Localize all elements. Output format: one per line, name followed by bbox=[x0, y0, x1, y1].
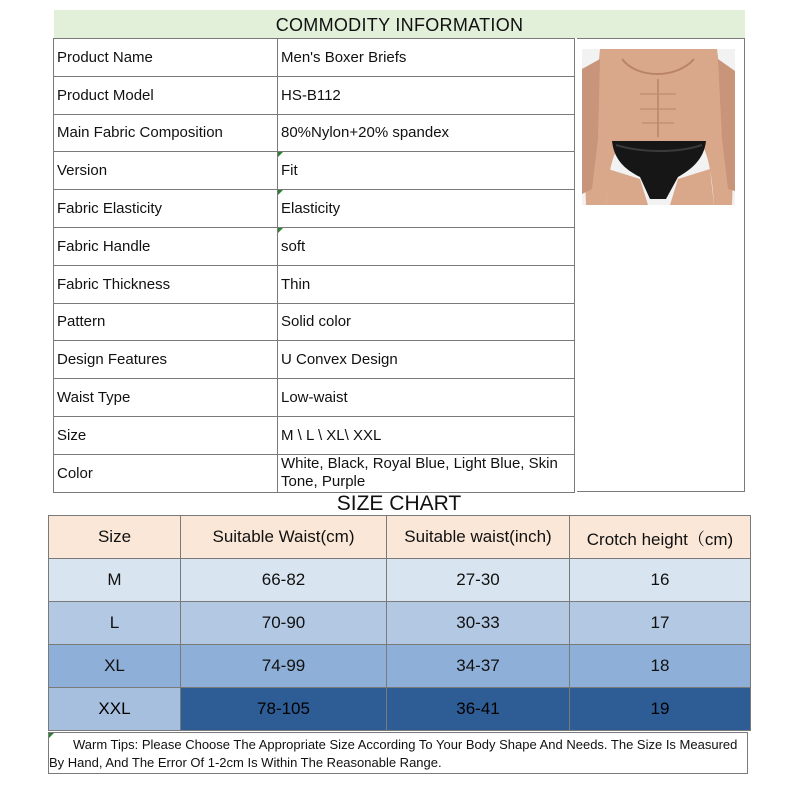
size-chart-row bbox=[49, 688, 751, 731]
info-label: Color bbox=[54, 454, 278, 492]
size-cell: L bbox=[49, 602, 181, 645]
info-label: Product Name bbox=[54, 39, 278, 77]
size-cell: M bbox=[49, 559, 181, 602]
info-label: Product Model bbox=[54, 76, 278, 114]
waist-inch-cell: 27-30 bbox=[387, 559, 570, 602]
info-value bbox=[278, 227, 575, 265]
info-row bbox=[54, 39, 575, 77]
info-row bbox=[54, 76, 575, 114]
info-value-text: Elasticity bbox=[281, 200, 341, 218]
info-label: Fabric Elasticity bbox=[54, 190, 278, 228]
commodity-info-title: COMMODITY INFORMATION bbox=[54, 10, 745, 38]
crotch-height-cell: 18 bbox=[570, 645, 751, 688]
info-row bbox=[54, 341, 575, 379]
info-value: 80%Nylon+20% spandex bbox=[278, 114, 575, 152]
info-row bbox=[54, 152, 575, 190]
size-chart-table bbox=[48, 515, 751, 731]
size-chart-header: Suitable Waist(cm) bbox=[181, 516, 387, 559]
size-chart-header-row bbox=[49, 516, 751, 559]
waist-cm-cell: 70-90 bbox=[181, 602, 387, 645]
size-chart-title: SIZE CHART bbox=[336, 492, 462, 515]
info-value: White, Black, Royal Blue, Light Blue, Skin Tone, Purple bbox=[278, 454, 575, 492]
info-value bbox=[278, 152, 575, 190]
info-row bbox=[54, 114, 575, 152]
info-value: Thin bbox=[278, 265, 575, 303]
info-row bbox=[54, 454, 575, 492]
cell-marker bbox=[278, 190, 283, 195]
info-value: HS-B112 bbox=[278, 76, 575, 114]
info-label: Design Features bbox=[54, 341, 278, 379]
cell-marker bbox=[278, 228, 283, 233]
info-value: Men's Boxer Briefs bbox=[278, 39, 575, 77]
info-row bbox=[54, 379, 575, 417]
waist-inch-cell: 30-33 bbox=[387, 602, 570, 645]
size-cell: XXL bbox=[49, 688, 181, 731]
info-label: Waist Type bbox=[54, 379, 278, 417]
crotch-height-cell: 17 bbox=[570, 602, 751, 645]
cell-marker bbox=[278, 152, 283, 157]
info-label: Size bbox=[54, 416, 278, 454]
info-label: Pattern bbox=[54, 303, 278, 341]
crotch-height-cell: 19 bbox=[570, 688, 751, 731]
product-photo-cell bbox=[577, 38, 745, 492]
info-label: Main Fabric Composition bbox=[54, 114, 278, 152]
info-label: Version bbox=[54, 152, 278, 190]
info-label: Fabric Thickness bbox=[54, 265, 278, 303]
info-row bbox=[54, 303, 575, 341]
size-chart-row bbox=[49, 645, 751, 688]
info-row bbox=[54, 227, 575, 265]
size-chart-header: Suitable waist(inch) bbox=[387, 516, 570, 559]
waist-cm-cell: 74-99 bbox=[181, 645, 387, 688]
size-chart-row bbox=[49, 602, 751, 645]
info-value: Low-waist bbox=[278, 379, 575, 417]
product-photo-icon bbox=[582, 49, 735, 205]
waist-inch-cell: 34-37 bbox=[387, 645, 570, 688]
warm-tips-box bbox=[48, 732, 748, 774]
waist-cm-cell: 78-105 bbox=[181, 688, 387, 731]
size-cell: XL bbox=[49, 645, 181, 688]
size-chart-header: Size bbox=[49, 516, 181, 559]
crotch-height-cell: 16 bbox=[570, 559, 751, 602]
info-value-text: Fit bbox=[281, 162, 298, 180]
waist-inch-cell: 36-41 bbox=[387, 688, 570, 731]
info-row bbox=[54, 265, 575, 303]
info-value: U Convex Design bbox=[278, 341, 575, 379]
info-value bbox=[278, 190, 575, 228]
info-value-text: soft bbox=[281, 237, 306, 255]
commodity-info-table bbox=[53, 38, 575, 493]
cell-marker bbox=[49, 733, 54, 738]
info-value: M \ L \ XL\ XXL bbox=[278, 416, 575, 454]
size-chart-row bbox=[49, 559, 751, 602]
size-chart-header: Crotch height（cm) bbox=[570, 516, 751, 559]
waist-cm-cell: 66-82 bbox=[181, 559, 387, 602]
info-value: Solid color bbox=[278, 303, 575, 341]
info-label: Fabric Handle bbox=[54, 227, 278, 265]
info-row bbox=[54, 190, 575, 228]
warm-tips-text: Warm Tips: Please Choose The Appropriate Size According To Your Body Shape And Needs. The Size Is Measured By Hand, And The Error Of 1-2cm Is Within The Reasonable Range. bbox=[49, 737, 738, 770]
info-row bbox=[54, 416, 575, 454]
